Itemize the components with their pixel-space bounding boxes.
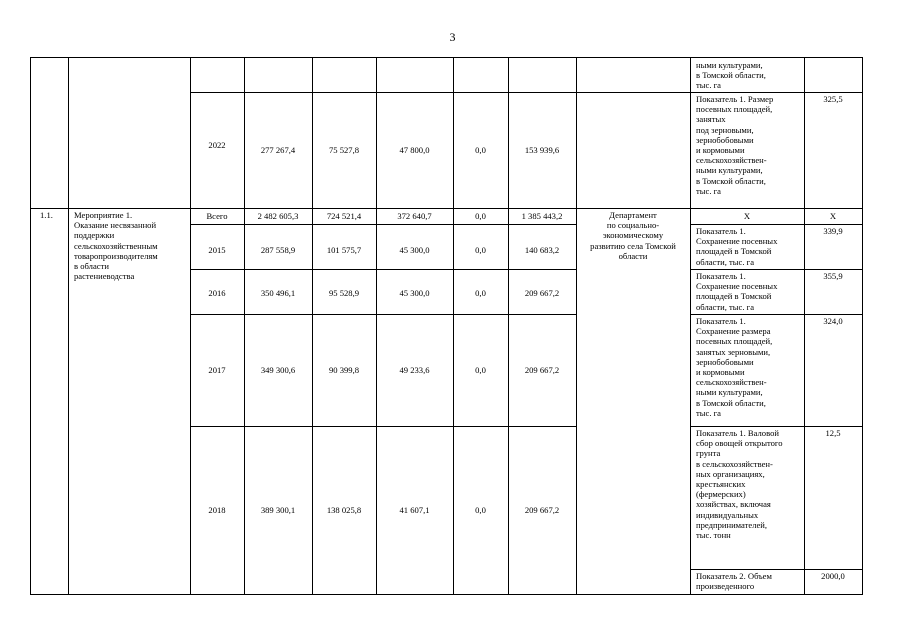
row-rule [690,314,862,315]
amount-cell: 140 683,2 [524,245,560,255]
indicator-cell: ными культурами, в Томской области, тыс. га [696,60,766,91]
page-number: 3 [449,30,456,44]
total-cell: 349 300,6 [260,365,296,375]
row-rule [190,314,576,315]
value-cell: 12,5 [825,428,841,438]
table-border-top [30,57,862,58]
amount-cell: 0,0 [475,288,486,298]
amount-cell: 0,0 [475,211,486,221]
amount-cell: 41 607,1 [399,505,430,515]
total-cell: 2 482 605,3 [257,211,299,221]
amount-cell: 101 575,7 [326,245,362,255]
indicator-cell: Х [743,211,751,221]
value-cell: 324,0 [823,316,843,326]
row-rule [690,426,862,427]
col-rule [68,57,69,595]
amount-cell: 1 385 443,2 [521,211,563,221]
indicator-cell: Показатель 2. Объем произведенного [696,571,772,592]
amount-cell: 90 399,8 [328,365,360,375]
row-rule [190,92,862,93]
amount-cell: 153 939,6 [524,145,560,155]
year-cell: Всего [206,211,228,221]
col-rule [690,57,691,595]
amount-cell: 209 667,2 [524,505,560,515]
amount-cell: 724 521,4 [326,211,362,221]
amount-cell: 49 233,6 [399,365,430,375]
amount-cell: 45 300,0 [399,245,430,255]
year-cell: 2016 [208,288,226,298]
total-cell: 277 267,4 [260,145,296,155]
amount-cell: 209 667,2 [524,365,560,375]
amount-cell: 95 528,9 [328,288,360,298]
value-cell: 355,9 [823,271,843,281]
row-rule [690,569,862,570]
table-border-bottom [30,594,862,595]
measure-number: 1.1. [40,210,53,220]
value-cell: 325,5 [823,94,843,104]
value-cell: 339,9 [823,226,843,236]
year-cell: 2022 [208,140,226,150]
value-cell: 2000,0 [821,571,845,581]
amount-cell: 47 800,0 [399,145,430,155]
row-rule [190,224,576,225]
row-rule [690,269,862,270]
indicator-cell: Показатель 1. Сохранение посевных площадей в Томской области, тыс. га [696,226,778,267]
row-rule [690,224,862,225]
col-rule [576,57,577,595]
executor-cell: Департамент по социально- экономическому развитию села Томской области [590,210,676,261]
amount-cell: 138 025,8 [326,505,362,515]
indicator-cell: Показатель 1. Валовой сбор овощей открытого грунта в сельскохозяйствен- ных организациях, крестьянских (фермерских) хозяйствах, включая индивидуальных предпринимателей, тыс. тонн [696,428,783,541]
amount-cell: 75 527,8 [328,145,360,155]
row-rule [190,426,576,427]
year-cell: 2015 [208,245,226,255]
amount-cell: 0,0 [475,505,486,515]
col-rule [862,57,863,595]
amount-cell: 45 300,0 [399,288,430,298]
amount-cell: 0,0 [475,145,486,155]
measure-title: Мероприятие 1. Оказание несвязанной поддержки сельскохозяйственным товаропроизводителям в области растениеводства [74,210,158,282]
value-cell: Х [829,211,837,221]
col-rule [30,57,31,595]
amount-cell: 0,0 [475,365,486,375]
amount-cell: 209 667,2 [524,288,560,298]
amount-cell: 0,0 [475,245,486,255]
year-cell: 2017 [208,365,226,375]
indicator-cell: Показатель 1. Сохранение посевных площадей в Томской области, тыс. га [696,271,778,312]
total-cell: 350 496,1 [260,288,296,298]
total-cell: 287 558,9 [260,245,296,255]
indicator-cell: Показатель 1. Размер посевных площадей, занятых под зерновыми, зернобобовыми и кормовыми сельскохозяйствен- ными культурами, в Томской области, тыс. га [696,94,774,196]
amount-cell: 372 640,7 [397,211,432,221]
indicator-cell: Показатель 1. Сохранение размера посевных площадей, занятых зерновыми, зернобобовыми и кормовыми сельскохозяйствен- ными культурами, в Томской области, тыс. га [696,316,773,418]
year-cell: 2018 [208,505,226,515]
row-rule [190,269,576,270]
row-rule [30,208,862,209]
total-cell: 389 300,1 [260,505,296,515]
